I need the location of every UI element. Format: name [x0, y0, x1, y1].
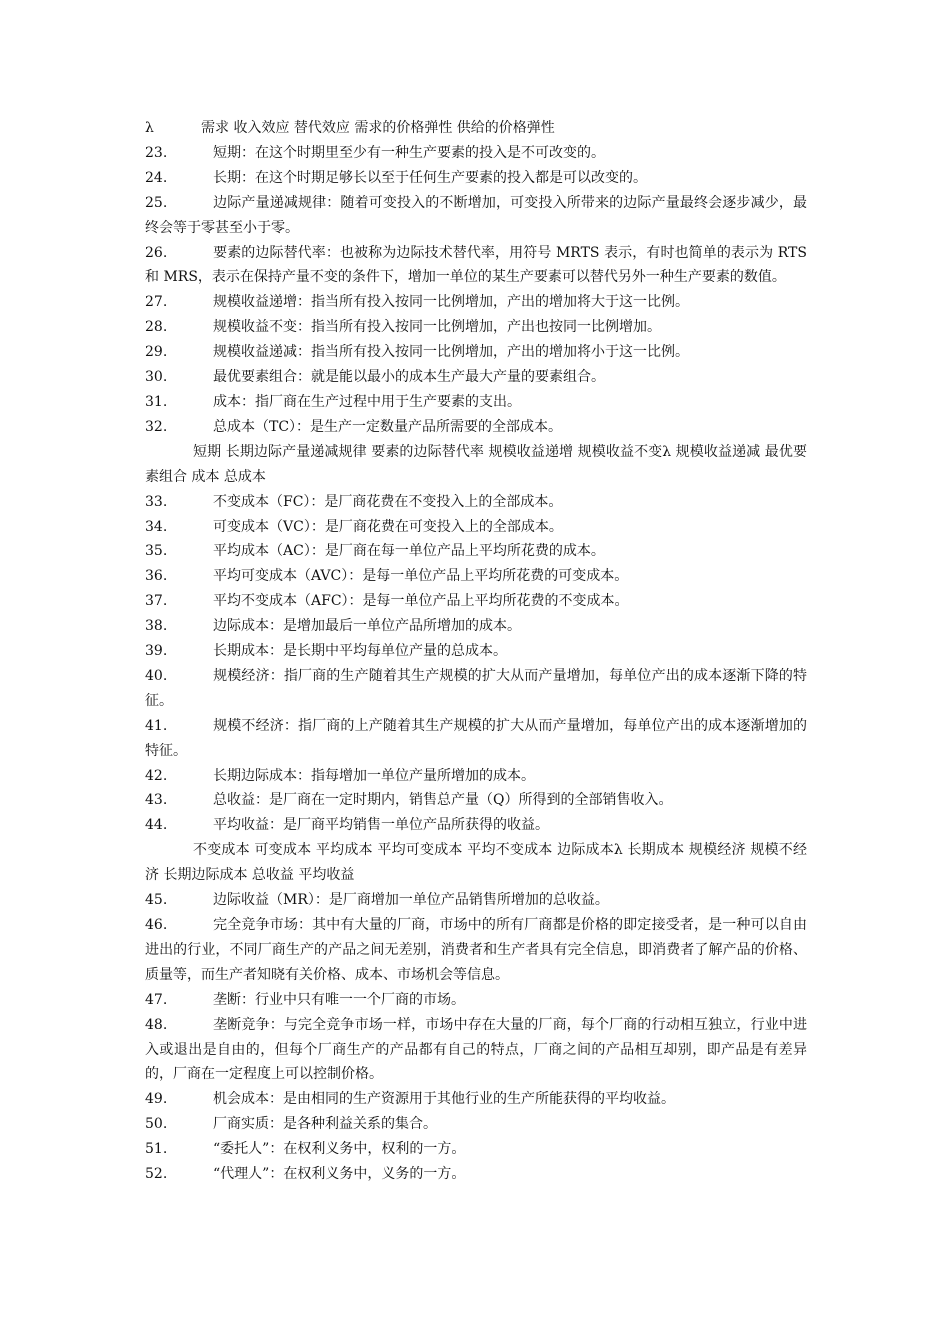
line-number: 45.	[145, 892, 168, 909]
line-text: 最优要素组合：就是能以最小的成本生产最大产量的要素组合。	[213, 369, 605, 386]
line-text: 总成本（TC）：是生产一定数量产品所需要的全部成本。	[213, 418, 563, 435]
line-number: 44.	[145, 817, 168, 834]
definition-line	[145, 1137, 807, 1162]
line-number: 51.	[145, 1141, 168, 1158]
lambda-marker: λ	[145, 120, 154, 136]
line-number: 46.	[145, 917, 168, 933]
line-number: 33.	[145, 493, 168, 510]
definition-line	[145, 788, 807, 813]
line-number: 25.	[145, 194, 168, 211]
line-text: 平均收益：是厂商平均销售一单位产品所获得的收益。	[213, 817, 549, 834]
line-number: 42.	[145, 767, 168, 784]
line-text: 垄断竞争：与完全竞争市场一样，市场中存在大量的厂商，每个厂商的行动相互独立，行业中进入或退出是自由的，但每个厂商生产的产品都有自己的特点，厂商之间的产品相互却别，即产品是有差异的，厂商在一定程度上可以控制价格。	[145, 1016, 807, 1083]
line-text: 平均成本（AC）：是厂商在每一单位产品上平均所花费的成本。	[213, 543, 605, 560]
definition-line	[145, 564, 807, 589]
definition-line	[145, 764, 807, 789]
line-number: 29.	[145, 344, 168, 361]
line-number: 36.	[145, 568, 168, 585]
definition-line	[145, 490, 807, 515]
line-text: 厂商实质：是各种利益关系的集合。	[213, 1116, 437, 1133]
definition-line	[145, 714, 807, 764]
line-number: 49.	[145, 1091, 168, 1108]
definition-line	[145, 191, 807, 241]
line-number: 31.	[145, 393, 168, 410]
line-text: 可变成本（VC）：是厂商花费在可变投入上的全部成本。	[213, 518, 563, 535]
definition-line	[145, 539, 807, 564]
line-number: 27.	[145, 294, 168, 311]
line-text: 成本：指厂商在生产过程中用于生产要素的支出。	[213, 393, 521, 410]
line-text: 规模经济：指厂商的生产随着其生产规模的扩大从而产量增加，每单位产出的成本逐渐下降的特征。	[145, 667, 807, 709]
line-number: 40.	[145, 667, 168, 684]
line-number: 41.	[145, 717, 168, 734]
line-text: 边际收益（MR）：是厂商增加一单位产品销售所增加的总收益。	[213, 892, 609, 909]
line-text: 规模收益递减：指当所有投入按同一比例增加，产出的增加将小于这一比例。	[213, 344, 689, 361]
line-number: 23.	[145, 144, 168, 161]
line-text: 需求 收入效应 替代效应 需求的价格弹性 供给的价格弹性	[201, 120, 555, 136]
line-number: 50.	[145, 1116, 168, 1133]
line-number: 39.	[145, 643, 168, 660]
line-text: 长期：在这个时期足够长以至于任何生产要素的投入都是可以改变的。	[213, 169, 647, 186]
definition-line	[145, 415, 807, 440]
line-text: 规模收益递增：指当所有投入按同一比例增加，产出的增加将大于这一比例。	[213, 294, 689, 311]
line-text: 规模不经济：指厂商的上产随着其生产规模的扩大从而产量增加，每单位产出的成本逐渐增加的特征。	[145, 717, 807, 759]
definition-line	[145, 639, 807, 664]
line-text: 不变成本（FC）：是厂商花费在不变投入上的全部成本。	[213, 493, 563, 510]
line-text: 机会成本：是由相同的生产资源用于其他行业的生产所能获得的平均收益。	[213, 1091, 675, 1108]
line-text: 短期：在这个时期里至少有一种生产要素的投入是不可改变的。	[213, 144, 605, 161]
line-number: 47.	[145, 991, 168, 1008]
line-number: 28.	[145, 319, 168, 336]
definition-line	[145, 515, 807, 540]
line-number: 38.	[145, 618, 168, 635]
definition-line	[145, 664, 807, 714]
line-text: 边际成本：是增加最后一单位产品所增加的成本。	[213, 618, 521, 635]
line-text: 长期成本：是长期中平均每单位产量的总成本。	[213, 643, 507, 660]
definition-line	[145, 589, 807, 614]
definition-line	[145, 365, 807, 390]
line-number: 30.	[145, 369, 168, 386]
definition-line	[145, 614, 807, 639]
line-text: “委托人”：在权利义务中，权利的一方。	[213, 1141, 466, 1158]
line-text: 要素的边际替代率：也被称为边际技术替代率，用符号 MRTS 表示，有时也简单的表示为 RTS 和 MRS，表示在保持产量不变的条件下，增加一单位的某生产要素可以替代另外一种生产要素的数值。	[145, 244, 807, 286]
line-number: 24.	[145, 169, 168, 186]
definition-line	[145, 1013, 807, 1088]
definition-line	[145, 1162, 807, 1187]
line-text: 规模收益不变：指当所有投入按同一比例增加，产出也按同一比例增加。	[213, 319, 661, 336]
definition-line	[145, 166, 807, 191]
definition-line	[145, 241, 807, 291]
line-text: 平均可变成本（AVC）：是每一单位产品上平均所花费的可变成本。	[213, 568, 629, 585]
line-number: 52.	[145, 1166, 168, 1183]
line-text: 边际产量递减规律：随着可变投入的不断增加，可变投入所带来的边际产量最终会逐步减少，最终会等于零甚至小于零。	[145, 194, 807, 236]
line-number: 32.	[145, 418, 168, 435]
definition-line	[145, 988, 807, 1013]
line-text: 完全竞争市场：其中有大量的厂商，市场中的所有厂商都是价格的即定接受者，是一种可以自由进出的行业，不同厂商生产的产品之间无差别，消费者和生产者具有完全信息，即消费者了解产品的价格、质量等，而生产者知晓有关价格、成本、市场机会等信息。	[145, 917, 807, 983]
line-text: “代理人”：在权利义务中，义务的一方。	[213, 1166, 466, 1183]
definition-line	[145, 290, 807, 315]
line-number: 35.	[145, 543, 168, 560]
definition-line	[145, 1087, 807, 1112]
line-number: 43.	[145, 792, 168, 809]
definition-line	[145, 141, 807, 166]
definition-line	[145, 888, 807, 913]
line-number: 26.	[145, 244, 168, 261]
keyword-line	[145, 838, 807, 888]
definition-line	[145, 913, 807, 988]
line-text: 垄断：行业中只有唯一一个厂商的市场。	[213, 991, 465, 1008]
line-text: 短期 长期边际产量递减规律 要素的边际替代率 规模收益递增 规模收益不变λ 规模收益递减 最优要素组合 成本 总成本	[145, 443, 807, 485]
line-number: 37.	[145, 593, 168, 610]
definition-line	[145, 1112, 807, 1137]
keyword-line	[145, 440, 807, 490]
line-text: 总收益：是厂商在一定时期内，销售总产量（Q）所得到的全部销售收入。	[213, 792, 673, 809]
line-number: 34.	[145, 518, 168, 535]
line-text: 平均不变成本（AFC）：是每一单位产品上平均所花费的不变成本。	[213, 593, 629, 610]
keyword-line	[145, 116, 807, 141]
definition-line	[145, 340, 807, 365]
line-text: 长期边际成本：指每增加一单位产量所增加的成本。	[213, 767, 535, 784]
document-body	[145, 116, 807, 1187]
definition-line	[145, 315, 807, 340]
definition-line	[145, 813, 807, 838]
definition-line	[145, 390, 807, 415]
line-text: 不变成本 可变成本 平均成本 平均可变成本 平均不变成本 边际成本λ 长期成本 规模经济 规模不经济 长期边际成本 总收益 平均收益	[145, 842, 807, 884]
line-number: 48.	[145, 1016, 168, 1033]
